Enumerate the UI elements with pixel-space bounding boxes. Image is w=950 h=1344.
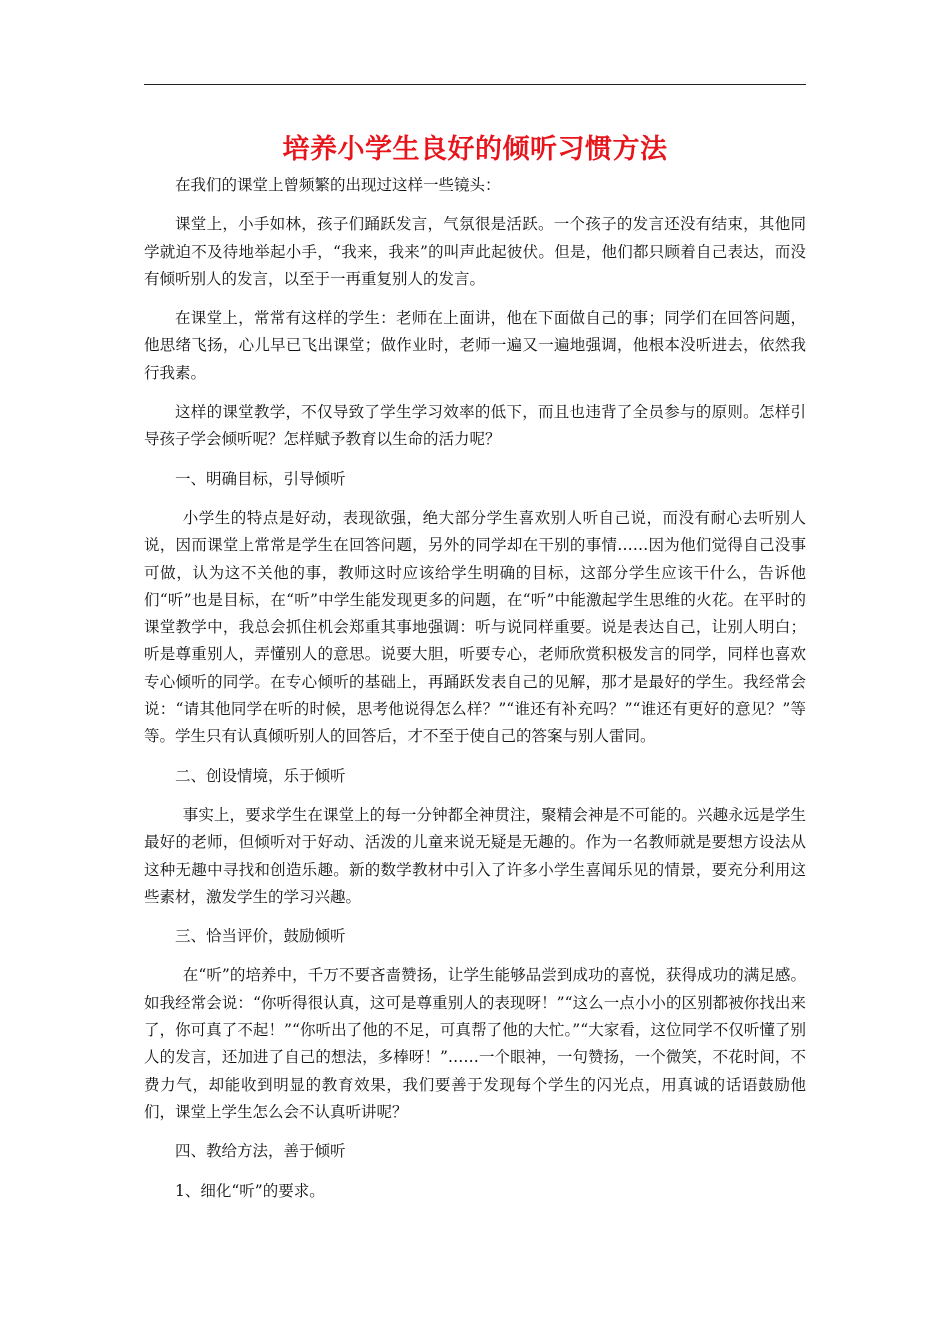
section-3-paragraph: 在“听”的培养中，千万不要吝啬赞扬，让学生能够品尝到成功的喜悦，获得成功的满足感。如我经常会说：“你听得很认真，这可是尊重别人的表现呀！”“这么一点小小的区别都被你找出来了，你可真了不起！”“你听出了他的不足，可真帮了他的大忙。”“大家看，这位同学不仅听懂了别人的发言，还加进了自己的想法，多棒呀！”……一个眼神，一句赞扬，一个微笑，不花时间，不费力气，却能收到明显的教育效果，我们要善于发现每个学生的闪光点，用真诚的话语鼓励他们，课堂上学生怎么会不认真听讲呢？	[144, 966, 806, 1121]
section-heading-3: 三、恰当评价，鼓励倾听	[175, 927, 346, 946]
section-heading-4: 四、教给方法，善于倾听	[175, 1142, 346, 1161]
paragraph-classroom-scene-1: 课堂上，小手如林，孩子们踊跃发言，气氛很是活跃。一个孩子的发言还没有结束，其他同学就迫不及待地举起小手，“我来，我来”的叫声此起彼伏。但是，他们都只顾着自己表达，而没有倾听别人的发言，以至于一再重复别人的发言。	[144, 215, 806, 288]
paragraph-classroom-scene-2: 在课堂上，常常有这样的学生：老师在上面讲，他在下面做自己的事；同学们在回答问题，他思绪飞扬，心儿早已飞出课堂；做作业时，老师一遍又一遍地强调，他根本没听进去，依然我行我素。	[144, 309, 806, 382]
section-heading-1: 一、明确目标，引导倾听	[175, 469, 346, 488]
section-1-paragraph: 小学生的特点是好动，表现欲强，绝大部分学生喜欢别人听自己说，而没有耐心去听别人说，因而课堂上常常是学生在回答问题，另外的同学却在干别的事情……因为他们觉得自己没事可做，认为这不关他的事，教师这时应该给学生明确的目标，这部分学生应该干什么，告诉他们“听”也是目标，在“听”中学生能发现更多的问题，在“听”中能激起学生思维的火花。在平时的课堂教学中，我总会抓住机会郑重其事地强调：听与说同样重要。说是表达自己，让别人明白；听是尊重别人，弄懂别人的意思。说要大胆，听要专心，老师欣赏积极发言的同学，同样也喜欢专心倾听的同学。在专心倾听的基础上，再踊跃发表自己的见解，那才是最好的学生。我经常会说：“请其他同学在听的时候，思考他说得怎么样？”“谁还有补充吗？”“谁还有更好的意见？”等等。学生只有认真倾听别人的回答后，才不至于使自己的答案与别人雷同。	[144, 508, 806, 746]
document-body	[144, 172, 806, 1217]
header-rule	[144, 84, 806, 85]
document-title: 培养小学生良好的倾听习惯方法	[282, 134, 668, 165]
section-2-paragraph: 事实上，要求学生在课堂上的每一分钟都全神贯注，聚精会神是不可能的。兴趣永远是学生最好的老师，但倾听对于好动、活泼的儿童来说无疑是无趣的。作为一名教师就是要想方设法从这种无趣中寻找和创造乐趣。新的数学教材中引入了许多小学生喜闻乐见的情景，要充分利用这些素材，激发学生的学习兴趣。	[144, 805, 806, 906]
section-heading-2: 二、创设情境，乐于倾听	[175, 766, 346, 785]
intro-paragraph: 在我们的课堂上曾频繁的出现过这样一些镜头：	[175, 176, 501, 194]
paragraph-problem-statement: 这样的课堂教学，不仅导致了学生学习效率的低下，而且也违背了全员参与的原则。怎样引导孩子学会倾听呢？怎样赋予教育以生命的活力呢？	[144, 403, 806, 449]
subsection-heading-4-1: 1、细化“听”的要求。	[175, 1181, 325, 1200]
